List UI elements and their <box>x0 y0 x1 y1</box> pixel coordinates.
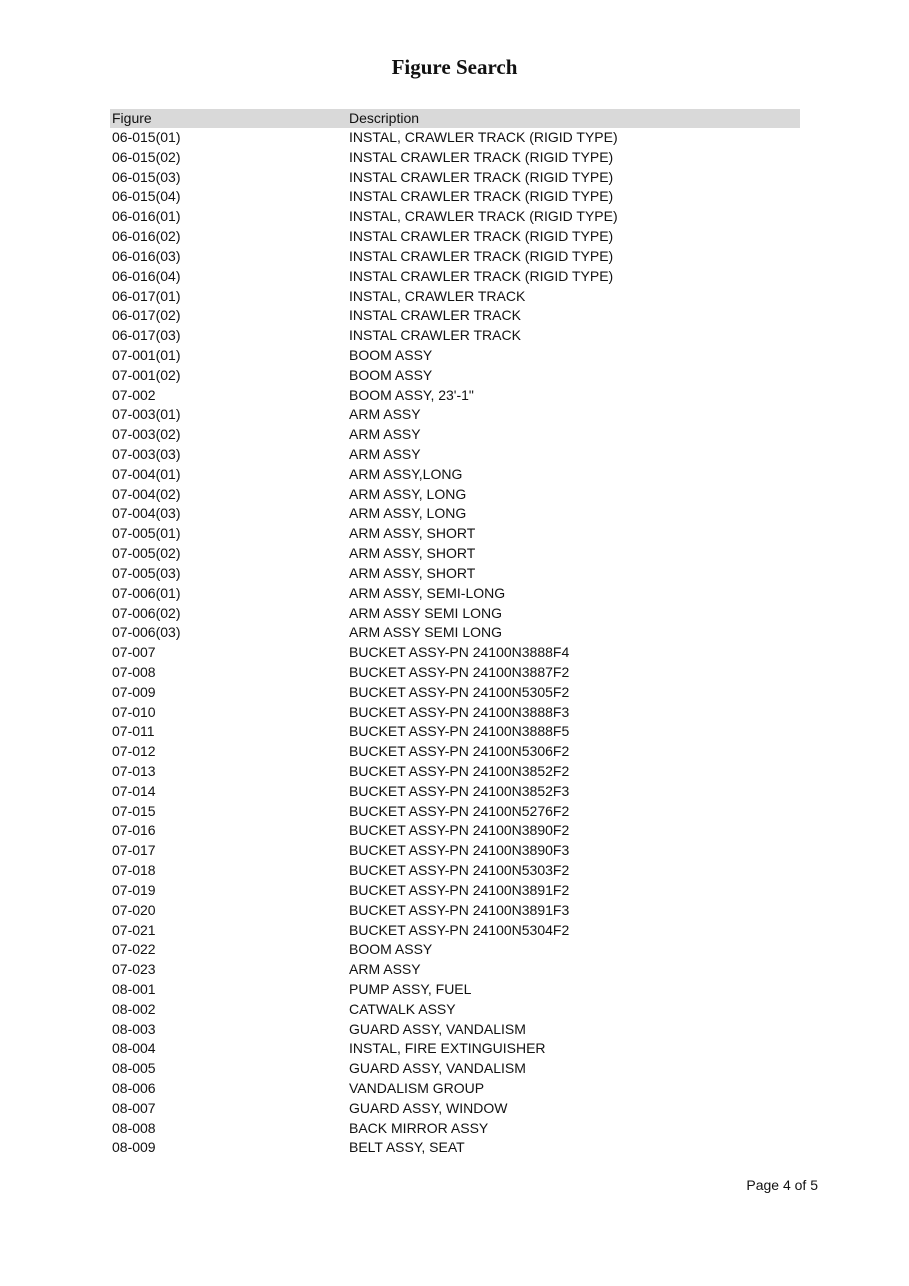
table-row <box>110 841 800 861</box>
description-cell: INSTAL CRAWLER TRACK (RIGID TYPE) <box>349 267 614 284</box>
table-row <box>110 881 800 901</box>
figure-cell: 07-001(02) <box>112 366 181 383</box>
table-row <box>110 1059 800 1079</box>
description-cell: ARM ASSY, SHORT <box>349 545 476 562</box>
figure-cell: 06-017(02) <box>112 307 181 324</box>
table-row <box>110 485 800 505</box>
figure-cell: 06-017(01) <box>112 287 181 304</box>
table-row <box>110 306 800 326</box>
table-row <box>110 227 800 247</box>
description-cell: ARM ASSY, SHORT <box>349 525 476 542</box>
table-row <box>110 445 800 465</box>
table-row <box>110 465 800 485</box>
page-title: Figure Search <box>391 55 518 79</box>
table-row <box>110 128 800 148</box>
description-cell: BELT ASSY, SEAT <box>349 1139 465 1156</box>
figure-cell: 07-005(02) <box>112 545 181 562</box>
table-row <box>110 940 800 960</box>
table-row <box>110 326 800 346</box>
table-row <box>110 386 800 406</box>
figure-cell: 07-016 <box>112 822 156 839</box>
figure-cell: 07-006(03) <box>112 624 181 641</box>
figure-cell: 06-016(02) <box>112 228 181 245</box>
table-row <box>110 1020 800 1040</box>
description-cell: BUCKET ASSY-PN 24100N3890F3 <box>349 842 570 859</box>
table-row <box>110 366 800 386</box>
description-cell: ARM ASSY, SHORT <box>349 564 476 581</box>
table-row <box>110 960 800 980</box>
description-cell: GUARD ASSY, WINDOW <box>349 1099 508 1116</box>
table-row <box>110 287 800 307</box>
description-cell: BUCKET ASSY-PN 24100N3888F4 <box>349 644 570 661</box>
figure-cell: 07-003(02) <box>112 426 181 443</box>
description-cell: BUCKET ASSY-PN 24100N3891F2 <box>349 881 570 898</box>
table-row <box>110 782 800 802</box>
description-cell: BUCKET ASSY-PN 24100N5276F2 <box>349 802 570 819</box>
figure-cell: 07-007 <box>112 644 156 661</box>
figure-cell: 08-006 <box>112 1080 156 1096</box>
description-cell: INSTAL, CRAWLER TRACK (RIGID TYPE) <box>349 208 618 225</box>
description-cell: INSTAL, FIRE EXTINGUISHER <box>349 1040 546 1057</box>
table-row <box>110 762 800 782</box>
table-row <box>110 1119 800 1139</box>
description-cell: ARM ASSY <box>349 446 421 462</box>
description-cell: GUARD ASSY, VANDALISM <box>349 1020 526 1037</box>
description-cell: BUCKET ASSY-PN 24100N3888F3 <box>349 703 570 720</box>
table-body <box>110 128 800 1158</box>
figure-cell: 07-004(02) <box>112 485 181 502</box>
table-header-row <box>110 109 800 128</box>
description-cell: ARM ASSY,LONG <box>349 465 463 482</box>
table-row <box>110 1039 800 1059</box>
figure-cell: 07-003(01) <box>112 406 181 423</box>
figure-cell: 06-017(03) <box>112 327 181 344</box>
table-row <box>110 802 800 822</box>
figure-cell: 07-023 <box>112 961 156 978</box>
header-description: Description <box>347 109 800 128</box>
table-row <box>110 821 800 841</box>
description-cell: BUCKET ASSY-PN 24100N5303F2 <box>349 862 570 879</box>
figure-cell: 06-015(02) <box>112 148 181 165</box>
description-cell: INSTAL, CRAWLER TRACK (RIGID TYPE) <box>349 129 618 145</box>
figure-cell: 07-001(01) <box>112 346 181 363</box>
description-cell: PUMP ASSY, FUEL <box>349 980 472 997</box>
description-cell: INSTAL, CRAWLER TRACK <box>349 287 526 304</box>
table-row <box>110 207 800 227</box>
description-cell: BUCKET ASSY-PN 24100N3888F5 <box>349 723 570 740</box>
description-cell: ARM ASSY, LONG <box>349 485 467 502</box>
description-cell: ARM ASSY <box>349 426 421 443</box>
figure-cell: 07-006(01) <box>112 584 181 601</box>
description-cell: BOOM ASSY <box>349 366 433 383</box>
table-row <box>110 267 800 287</box>
description-cell: BUCKET ASSY-PN 24100N5305F2 <box>349 683 570 700</box>
figure-cell: 07-002 <box>112 386 156 403</box>
figure-cell: 06-015(04) <box>112 188 181 205</box>
table-row <box>110 683 800 703</box>
figure-cell: 07-012 <box>112 743 156 760</box>
figure-cell: 08-007 <box>112 1099 156 1116</box>
description-cell: BUCKET ASSY-PN 24100N3887F2 <box>349 663 570 680</box>
table-row <box>110 1079 800 1099</box>
figure-cell: 07-008 <box>112 663 156 680</box>
description-cell: BUCKET ASSY-PN 24100N3852F2 <box>349 763 570 779</box>
description-cell: INSTAL CRAWLER TRACK <box>349 307 521 324</box>
description-cell: BUCKET ASSY-PN 24100N5306F2 <box>349 743 570 760</box>
table-row <box>110 405 800 425</box>
description-cell: INSTAL CRAWLER TRACK (RIGID TYPE) <box>349 228 614 245</box>
description-cell: BACK MIRROR ASSY <box>349 1119 489 1136</box>
figure-cell: 07-017 <box>112 842 156 859</box>
description-cell: BOOM ASSY, 23'-1" <box>349 386 474 403</box>
figure-cell: 07-014 <box>112 782 156 799</box>
figure-cell: 07-009 <box>112 683 156 700</box>
description-cell: BUCKET ASSY-PN 24100N3890F2 <box>349 822 570 839</box>
table-row <box>110 703 800 723</box>
description-cell: BOOM ASSY <box>349 941 433 958</box>
figure-cell: 07-020 <box>112 901 156 918</box>
table-row <box>110 901 800 921</box>
figure-cell: 06-015(01) <box>112 129 181 145</box>
table-row <box>110 1000 800 1020</box>
figure-cell: 07-005(01) <box>112 525 181 542</box>
description-cell: INSTAL CRAWLER TRACK <box>349 327 521 344</box>
table-row <box>110 861 800 881</box>
table-row <box>110 564 800 584</box>
table-row <box>110 148 800 168</box>
table-row <box>110 584 800 604</box>
table-row <box>110 722 800 742</box>
table-row <box>110 980 800 1000</box>
description-cell: BUCKET ASSY-PN 24100N3852F3 <box>349 782 570 799</box>
description-cell: ARM ASSY SEMI LONG <box>349 604 503 621</box>
figure-cell: 07-015 <box>112 802 156 819</box>
table-row <box>110 168 800 188</box>
description-cell: ARM ASSY, LONG <box>349 505 467 522</box>
figure-cell: 07-013 <box>112 763 156 779</box>
figure-cell: 08-003 <box>112 1020 156 1037</box>
table-row <box>110 1099 800 1119</box>
description-cell: GUARD ASSY, VANDALISM <box>349 1060 526 1077</box>
table-row <box>110 504 800 524</box>
figure-cell: 07-005(03) <box>112 564 181 581</box>
description-cell: ARM ASSY <box>349 961 421 978</box>
figure-cell: 07-010 <box>112 703 156 720</box>
figure-cell: 08-001 <box>112 980 156 997</box>
figure-cell: 08-004 <box>112 1040 156 1057</box>
table-row <box>110 524 800 544</box>
figure-cell: 06-016(01) <box>112 208 181 225</box>
figure-cell: 07-011 <box>112 723 155 740</box>
figure-cell: 07-022 <box>112 941 156 958</box>
table-row <box>110 663 800 683</box>
figure-cell: 08-005 <box>112 1060 156 1077</box>
description-cell: CATWALK ASSY <box>349 1000 456 1017</box>
table-row <box>110 623 800 643</box>
figure-cell: 08-002 <box>112 1000 156 1017</box>
figure-cell: 08-009 <box>112 1139 156 1156</box>
description-cell: INSTAL CRAWLER TRACK (RIGID TYPE) <box>349 188 614 205</box>
figure-cell: 06-015(03) <box>112 168 181 185</box>
table-row <box>110 425 800 445</box>
page-number: Page 4 of 5 <box>746 1177 818 1193</box>
description-cell: ARM ASSY, SEMI-LONG <box>349 584 506 601</box>
description-cell: INSTAL CRAWLER TRACK (RIGID TYPE) <box>349 168 614 185</box>
figure-cell: 08-008 <box>112 1119 156 1136</box>
table-row <box>110 643 800 663</box>
figure-cell: 06-016(03) <box>112 247 181 264</box>
description-cell: ARM ASSY <box>349 406 421 423</box>
figure-cell: 07-021 <box>112 921 156 938</box>
header-figure: Figure <box>110 109 347 128</box>
table-row <box>110 604 800 624</box>
table-row <box>110 544 800 564</box>
figure-table <box>110 109 800 1158</box>
table-row <box>110 346 800 366</box>
figure-cell: 07-004(03) <box>112 505 181 522</box>
figure-cell: 07-006(02) <box>112 604 181 621</box>
description-cell: ARM ASSY SEMI LONG <box>349 624 503 641</box>
figure-cell: 07-003(03) <box>112 446 181 462</box>
description-cell: VANDALISM GROUP <box>349 1080 485 1096</box>
figure-cell: 07-019 <box>112 881 156 898</box>
figure-cell: 07-004(01) <box>112 465 181 482</box>
table-row <box>110 742 800 762</box>
table-row <box>110 921 800 941</box>
description-cell: INSTAL CRAWLER TRACK (RIGID TYPE) <box>349 148 614 165</box>
table-row <box>110 187 800 207</box>
description-cell: BUCKET ASSY-PN 24100N3891F3 <box>349 901 570 918</box>
description-cell: INSTAL CRAWLER TRACK (RIGID TYPE) <box>349 247 614 264</box>
description-cell: BOOM ASSY <box>349 346 433 363</box>
figure-cell: 06-016(04) <box>112 267 181 284</box>
figure-cell: 07-018 <box>112 862 156 879</box>
description-cell: BUCKET ASSY-PN 24100N5304F2 <box>349 921 570 938</box>
table-row <box>110 247 800 267</box>
table-row <box>110 1138 800 1158</box>
